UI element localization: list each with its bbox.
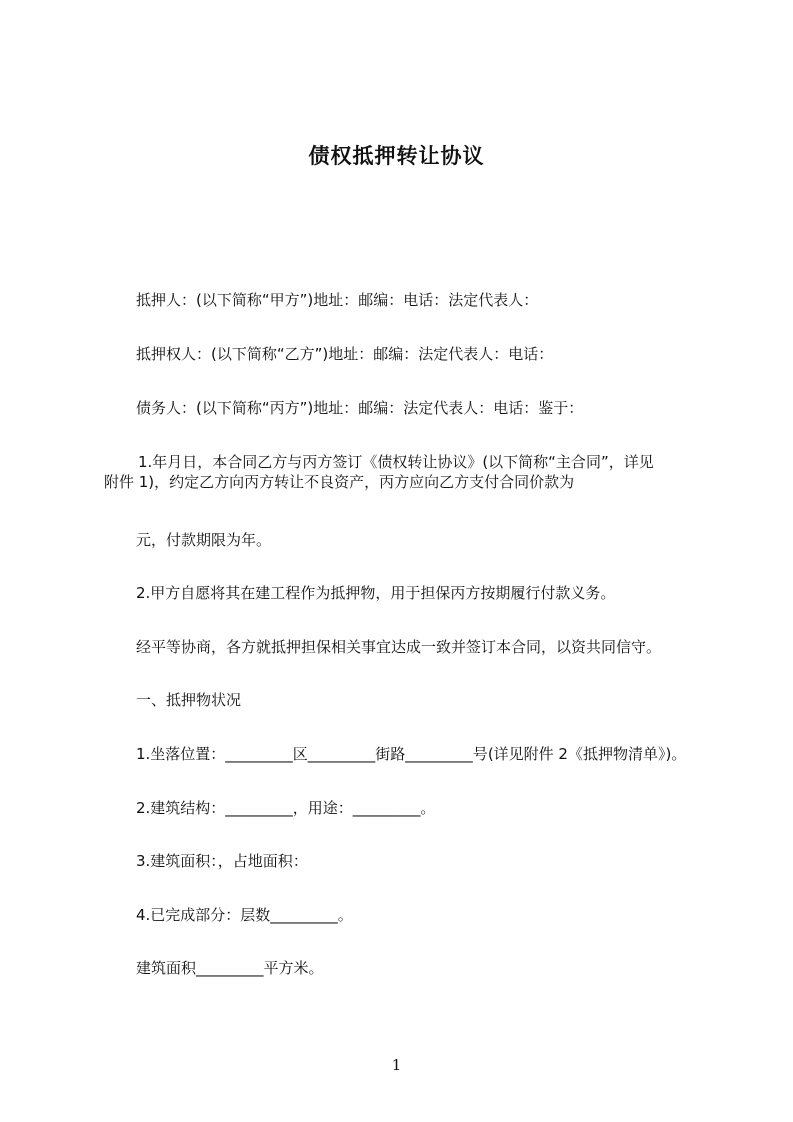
structure-item: 2.建筑结构：_________，用途：_________。	[136, 799, 436, 817]
agreement-paragraph: 经平等协商，各方就抵押担保相关事宜达成一致并签订本合同，以资共同信守。	[136, 638, 662, 656]
party-c-paragraph: 债务人：(以下简称“丙方”)地址：邮编：法定代表人：电话：鉴于：	[136, 399, 584, 417]
clause-1-line-1: 1.年月日，本合同乙方与丙方签订《债权转让协议》(以下简称“主合同”，详见	[138, 453, 654, 471]
clause-1-line-2: 附件 1)，约定乙方向丙方转让不良资产，丙方应向乙方支付合同价款为	[104, 473, 575, 491]
floor-area-item: 建筑面积_________平方米。	[136, 959, 324, 977]
location-item: 1.坐落位置：_________区_________街路_________号(详见附件 2《抵押物清单》)。	[136, 745, 687, 763]
area-item: 3.建筑面积：，占地面积：	[136, 852, 308, 870]
party-a-paragraph: 抵押人：(以下简称“甲方”)地址：邮编：电话：法定代表人：	[136, 291, 539, 309]
page-number: 1	[391, 1056, 402, 1074]
clause-2-paragraph: 2.甲方自愿将其在建工程作为抵押物，用于担保丙方按期履行付款义务。	[136, 584, 616, 602]
completed-part-item: 4.已完成部分：层数_________。	[136, 906, 353, 924]
payment-term-paragraph: 元，付款期限为年。	[136, 531, 272, 549]
document-title: 债权抵押转让协议	[308, 144, 485, 168]
section-heading: 一、抵押物状况	[136, 691, 242, 709]
party-b-paragraph: 抵押权人：(以下简称“乙方”)地址：邮编：法定代表人：电话：	[136, 345, 554, 363]
clause-1-paragraph	[104, 452, 724, 492]
